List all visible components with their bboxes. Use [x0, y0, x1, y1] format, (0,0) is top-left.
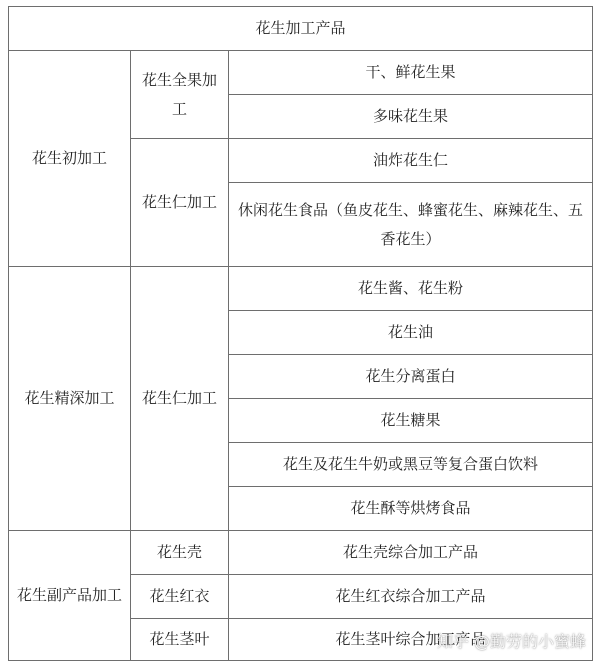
group-label: 花生仁加工 [131, 267, 229, 531]
product-cell: 花生壳综合加工产品 [229, 531, 593, 575]
product-cell: 花生酱、花生粉 [229, 267, 593, 311]
product-cell: 花生分离蛋白 [229, 355, 593, 399]
product-cell: 多味花生果 [229, 95, 593, 139]
product-cell: 花生油 [229, 311, 593, 355]
product-cell: 花生及花生牛奶或黑豆等复合蛋白饮料 [229, 443, 593, 487]
section-label-primary: 花生初加工 [9, 51, 131, 267]
section-label-byproduct: 花生副产品加工 [9, 531, 131, 661]
group-label: 花生壳 [131, 531, 229, 575]
product-cell: 干、鲜花生果 [229, 51, 593, 95]
group-label: 花生茎叶 [131, 619, 229, 661]
product-cell: 花生茎叶综合加工产品 [229, 619, 593, 661]
peanut-products-table [8, 6, 593, 661]
product-cell: 花生糖果 [229, 399, 593, 443]
section-label-deep: 花生精深加工 [9, 267, 131, 531]
product-cell: 花生红衣综合加工产品 [229, 575, 593, 619]
product-cell: 油炸花生仁 [229, 139, 593, 183]
group-label: 花生红衣 [131, 575, 229, 619]
product-cell: 花生酥等烘烤食品 [229, 487, 593, 531]
table-title: 花生加工产品 [9, 7, 593, 51]
product-cell: 休闲花生食品（鱼皮花生、蜂蜜花生、麻辣花生、五香花生） [229, 183, 593, 267]
group-label: 花生仁加工 [131, 139, 229, 267]
group-label: 花生全果加工 [131, 51, 229, 139]
watermark: 知乎 @勤劳的小蜜蜂 [436, 632, 586, 651]
